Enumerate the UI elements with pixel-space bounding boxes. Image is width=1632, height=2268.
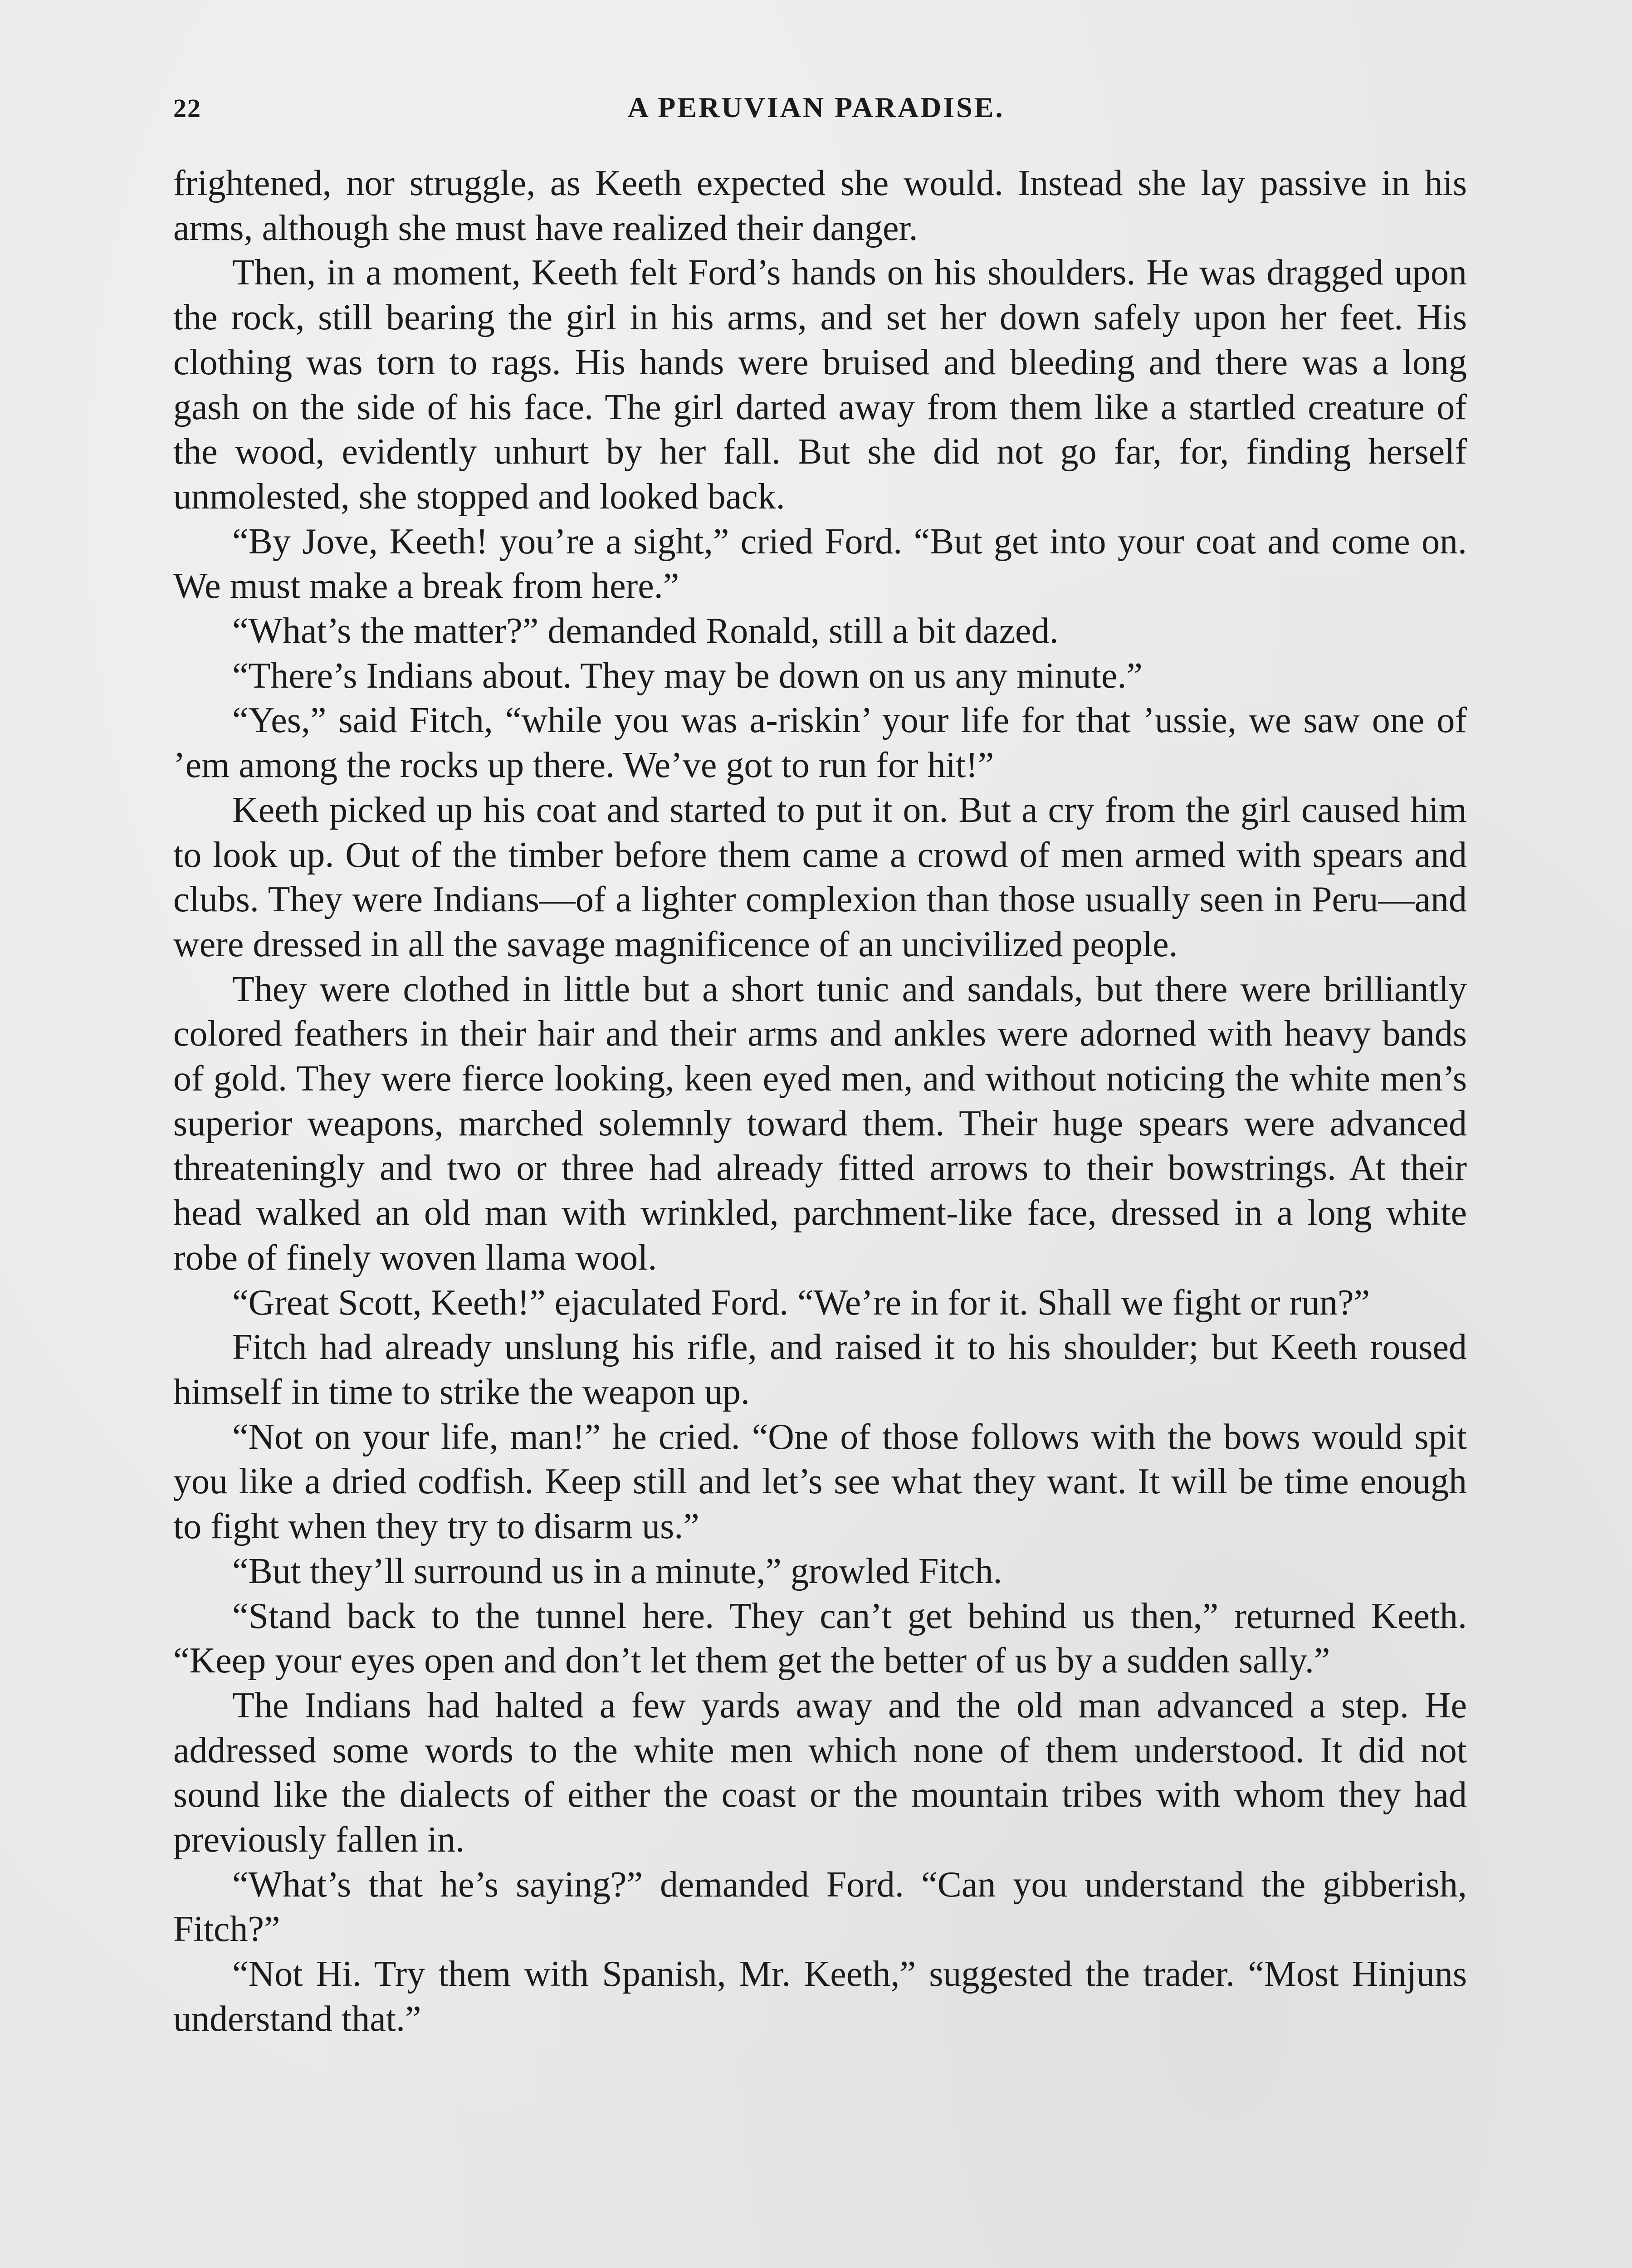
paragraph: “What’s the matter?” demanded Ronald, still a bit dazed. [232,611,1059,651]
paragraph: Then, in a moment, Keeth felt Ford’s hands on his shoulders. He was dragged upon the rock, still bearing the girl in his arms, and set her down safely upon her feet. His clothing was torn to rags. His hands were bruised and bleeding and there was a long gash on the side of his face. The girl darted away from them like a startled creature of the wood, evidently unhurt by her fall. But she did not go far, for, finding herself unmolested, she stopped and looked back. [173,253,1467,517]
body-text [173,161,1467,2042]
paragraph: frightened, nor struggle, as Keeth expected she would. Instead she lay passive in his arms, although she must have realized their danger. [173,163,1467,248]
paragraph: “There’s Indians about. They may be down on us any minute.” [232,655,1143,696]
running-title: A PERUVIAN PARADISE. [627,91,1005,123]
paragraph: “But they’ll surround us in a minute,” growled Fitch. [232,1551,1002,1591]
paragraph: “Not Hi. Try them with Spanish, Mr. Keeth,” suggested the trader. “Most Hinjuns understand that.” [173,1954,1467,2039]
paragraph: The Indians had halted a few yards away and the old man advanced a step. He addressed some words to the white men which none of them understood. It did not sound like the dialects of either the coast or the mountain tribes with whom they had previously fallen in. [173,1685,1467,1860]
paragraph: “By Jove, Keeth! you’re a sight,” cried Ford. “But get into your coat and come on. We must make a break from here.” [173,521,1467,606]
paragraph: Fitch had already unslung his rifle, and raised it to his shoulder; but Keeth roused himself in time to strike the weapon up. [173,1327,1467,1412]
paragraph: “What’s that he’s saying?” demanded Ford. “Can you understand the gibberish, Fitch?” [173,1864,1467,1950]
paragraph: Keeth picked up his coat and started to put it on. But a cry from the girl caused him to look up. Out of the timber before them came a crowd of men armed with spears and clubs. They were Indians—of a lighter complexion than those usually seen in Peru—and were dressed in all the savage magnificence of an uncivilized people. [173,790,1467,964]
paragraph: “Stand back to the tunnel here. They can’t get behind us then,” returned Keeth. “Keep your eyes open and don’t let them get the better of us by a sudden sally.” [173,1596,1467,1681]
page-number: 22 [173,93,201,123]
paragraph: “Not on your life, man!” he cried. “One of those follows with the bows would spit you like a dried codfish. Keep still and let’s see what they want. It will be time enough to fight when they try to disarm us.” [173,1417,1467,1547]
paragraph: “Yes,” said Fitch, “while you was a-riskin’ your life for that ’ussie, we saw one of ’em among the rocks up there. We’ve got to run for hit!” [173,700,1467,786]
paragraph: “Great Scott, Keeth!” ejaculated Ford. “We’re in for it. Shall we fight or run?” [232,1282,1370,1323]
paragraph: They were clothed in little but a short tunic and sandals, but there were brilliantly colored feathers in their hair and their arms and ankles were adorned with heavy bands of gold. They were fierce looking, keen eyed men, and without noticing the white men’s superior weapons, marched solemnly toward them. Their huge spears were advanced threateningly and two or three had already fitted arrows to their bowstrings. At their head walked an old man with wrinkled, parchment-like face, dressed in a long white robe of finely woven llama wool. [173,969,1467,1278]
